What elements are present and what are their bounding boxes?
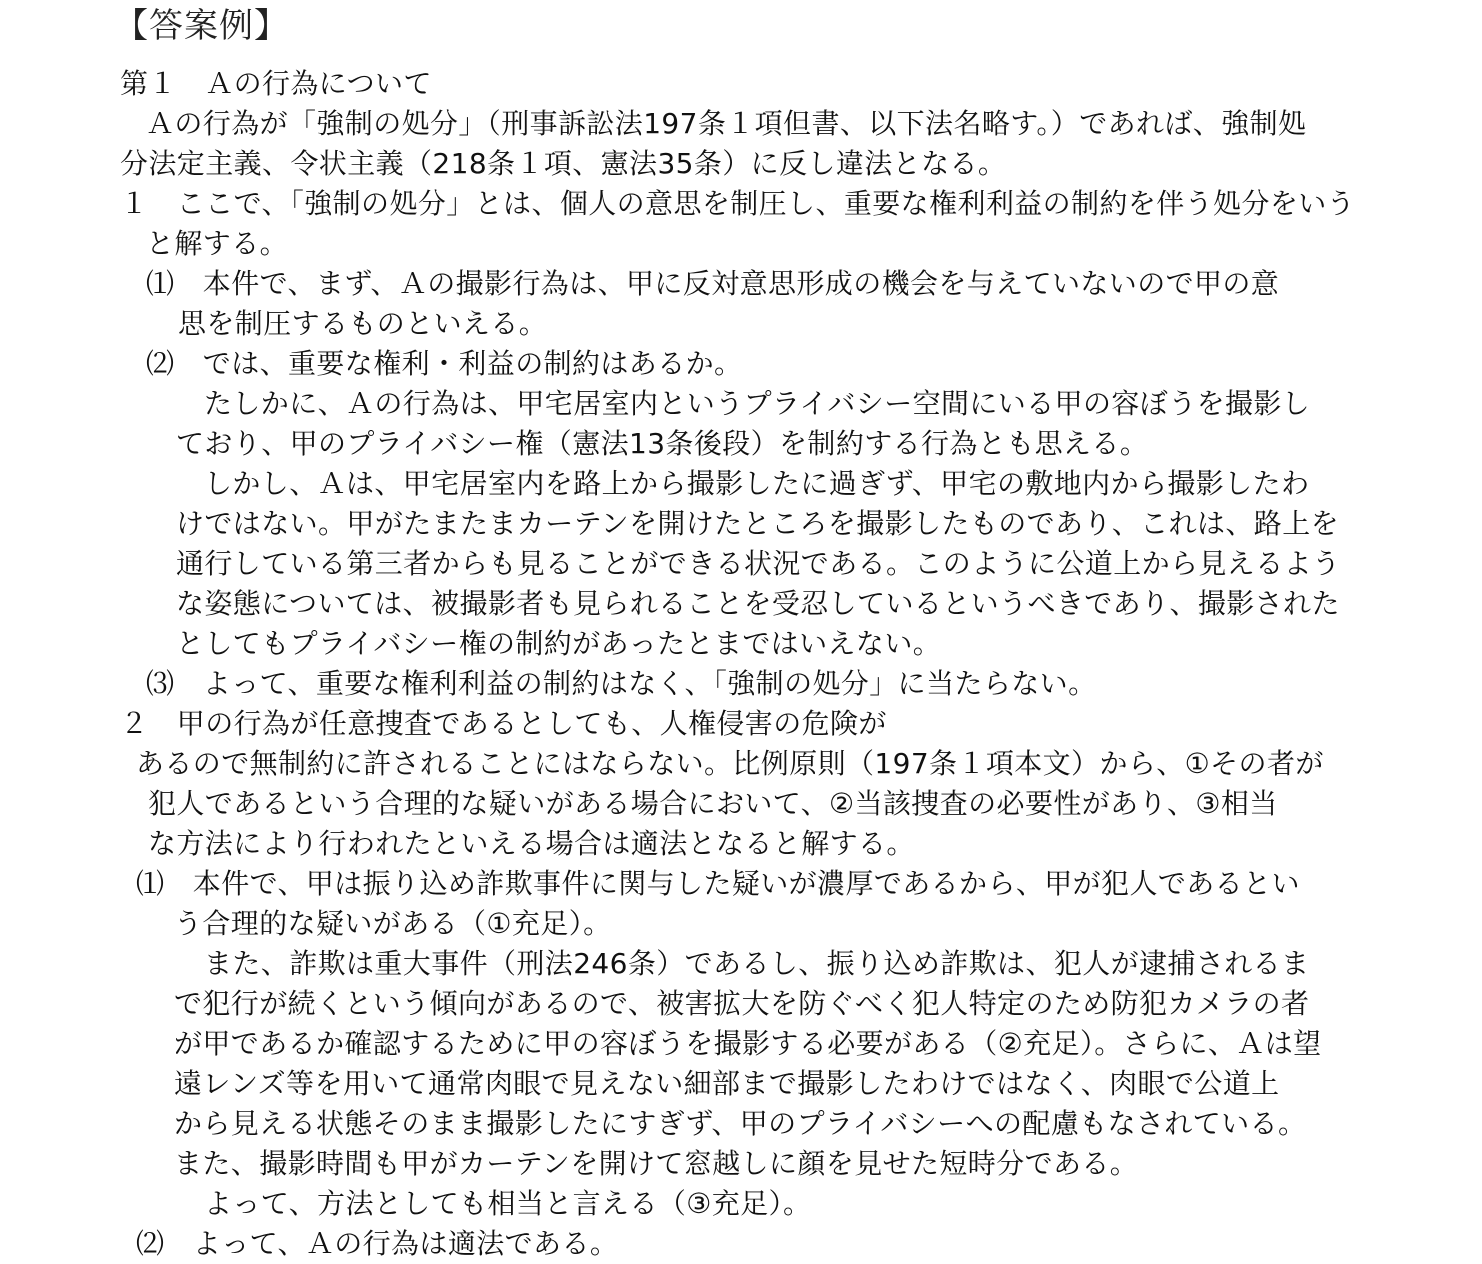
paragraph-line: な方法により行われたといえる場合は適法となると解する。 bbox=[148, 827, 915, 860]
paragraph-line: しかし、Ａは、甲宅居室内を路上から撮影したに過ぎず、甲宅の敷地内から撮影したわ bbox=[204, 467, 1310, 500]
sub-item-line: ⑵ よって、Ａの行為は適法である。 bbox=[136, 1227, 619, 1260]
paragraph-line: 遠レンズ等を用いて通常肉眼で見えない細部まで撮影したわけではなく、肉眼で公道上 bbox=[174, 1067, 1280, 1100]
paragraph-line: Ａの行為が「強制の処分」（刑事訴訟法197条１項但書、以下法名略す。）であれば、強制処 bbox=[146, 107, 1307, 140]
paragraph-line: な姿態については、被撮影者も見られることを受忍しているというべきであり、撮影された bbox=[176, 587, 1340, 620]
section-title: 第１ Ａの行為について bbox=[120, 67, 432, 100]
paragraph-line: ており、甲のプライバシー権（憲法13条後段）を制約する行為とも思える。 bbox=[176, 427, 1149, 460]
paragraph-line: で犯行が続くという傾向があるので、被害拡大を防ぐべく犯人特定のため防犯カメラの者 bbox=[174, 987, 1310, 1020]
paragraph-line: 分法定主義、令状主義（218条１項、憲法35条）に反し違法となる。 bbox=[120, 147, 1007, 180]
sub-item-line: ⑶ よって、重要な権利利益の制約はなく、「強制の処分」に当たらない。 bbox=[146, 667, 1097, 700]
paragraph-line: 通行している第三者からも見ることができる状況である。このように公道上から見えるよう bbox=[176, 547, 1341, 580]
paragraph-line: たしかに、Ａの行為は、甲宅居室内というプライバシー空間にいる甲の容ぼうを撮影し bbox=[204, 387, 1311, 420]
paragraph-line: けではない。甲がたまたまカーテンを開けたところを撮影したものであり、これは、路上を bbox=[176, 507, 1340, 540]
sub-item-line: ⑴ 本件で、まず、Ａの撮影行為は、甲に反対意思形成の機会を与えていないので甲の意 bbox=[146, 267, 1280, 300]
numbered-item-line: ２ 甲の行為が任意捜査であるとしても、人権侵害の危険が bbox=[120, 707, 887, 740]
paragraph-line: から見える状態そのまま撮影したにすぎず、甲のプライバシーへの配慮もなされている。 bbox=[174, 1107, 1307, 1140]
paragraph-line: 思を制圧するものといえる。 bbox=[178, 307, 548, 340]
sub-item-line: ⑴ 本件で、甲は振り込め詐欺事件に関与した疑いが濃厚であるから、甲が犯人であるとい bbox=[136, 867, 1300, 900]
paragraph-line: と解する。 bbox=[146, 227, 289, 260]
sub-item-line: ⑵ では、重要な権利・利益の制約はあるか。 bbox=[146, 347, 743, 380]
paragraph-line: また、撮影時間も甲がカーテンを開けて窓越しに顔を見せた短時分である。 bbox=[174, 1147, 1139, 1180]
paragraph-line: としてもプライバシー権の制約があったとまではいえない。 bbox=[176, 627, 942, 660]
document-heading: 【答案例】 bbox=[114, 6, 289, 46]
paragraph-line: が甲であるか確認するために甲の容ぼうを撮影する必要がある（②充足）。さらに、Ａは望 bbox=[174, 1027, 1322, 1060]
paragraph-line: よって、方法としても相当と言える（③充足）。 bbox=[204, 1187, 812, 1220]
paragraph-line: 犯人であるという合理的な疑いがある場合において、②当該捜査の必要性があり、③相当 bbox=[148, 787, 1278, 820]
paragraph-line: う合理的な疑いがある（①充足）。 bbox=[174, 907, 612, 940]
paragraph-line: また、詐欺は重大事件（刑法246条）であるし、振り込め詐欺は、犯人が逮捕されるま bbox=[204, 947, 1310, 980]
paragraph-line: あるので無制約に許されることにはならない。比例原則（197条１項本文）から、①その者が bbox=[136, 747, 1324, 780]
numbered-item-line: １ ここで、「強制の処分」とは、個人の意思を制圧し、重要な権利利益の制約を伴う処分をいう bbox=[120, 187, 1356, 220]
